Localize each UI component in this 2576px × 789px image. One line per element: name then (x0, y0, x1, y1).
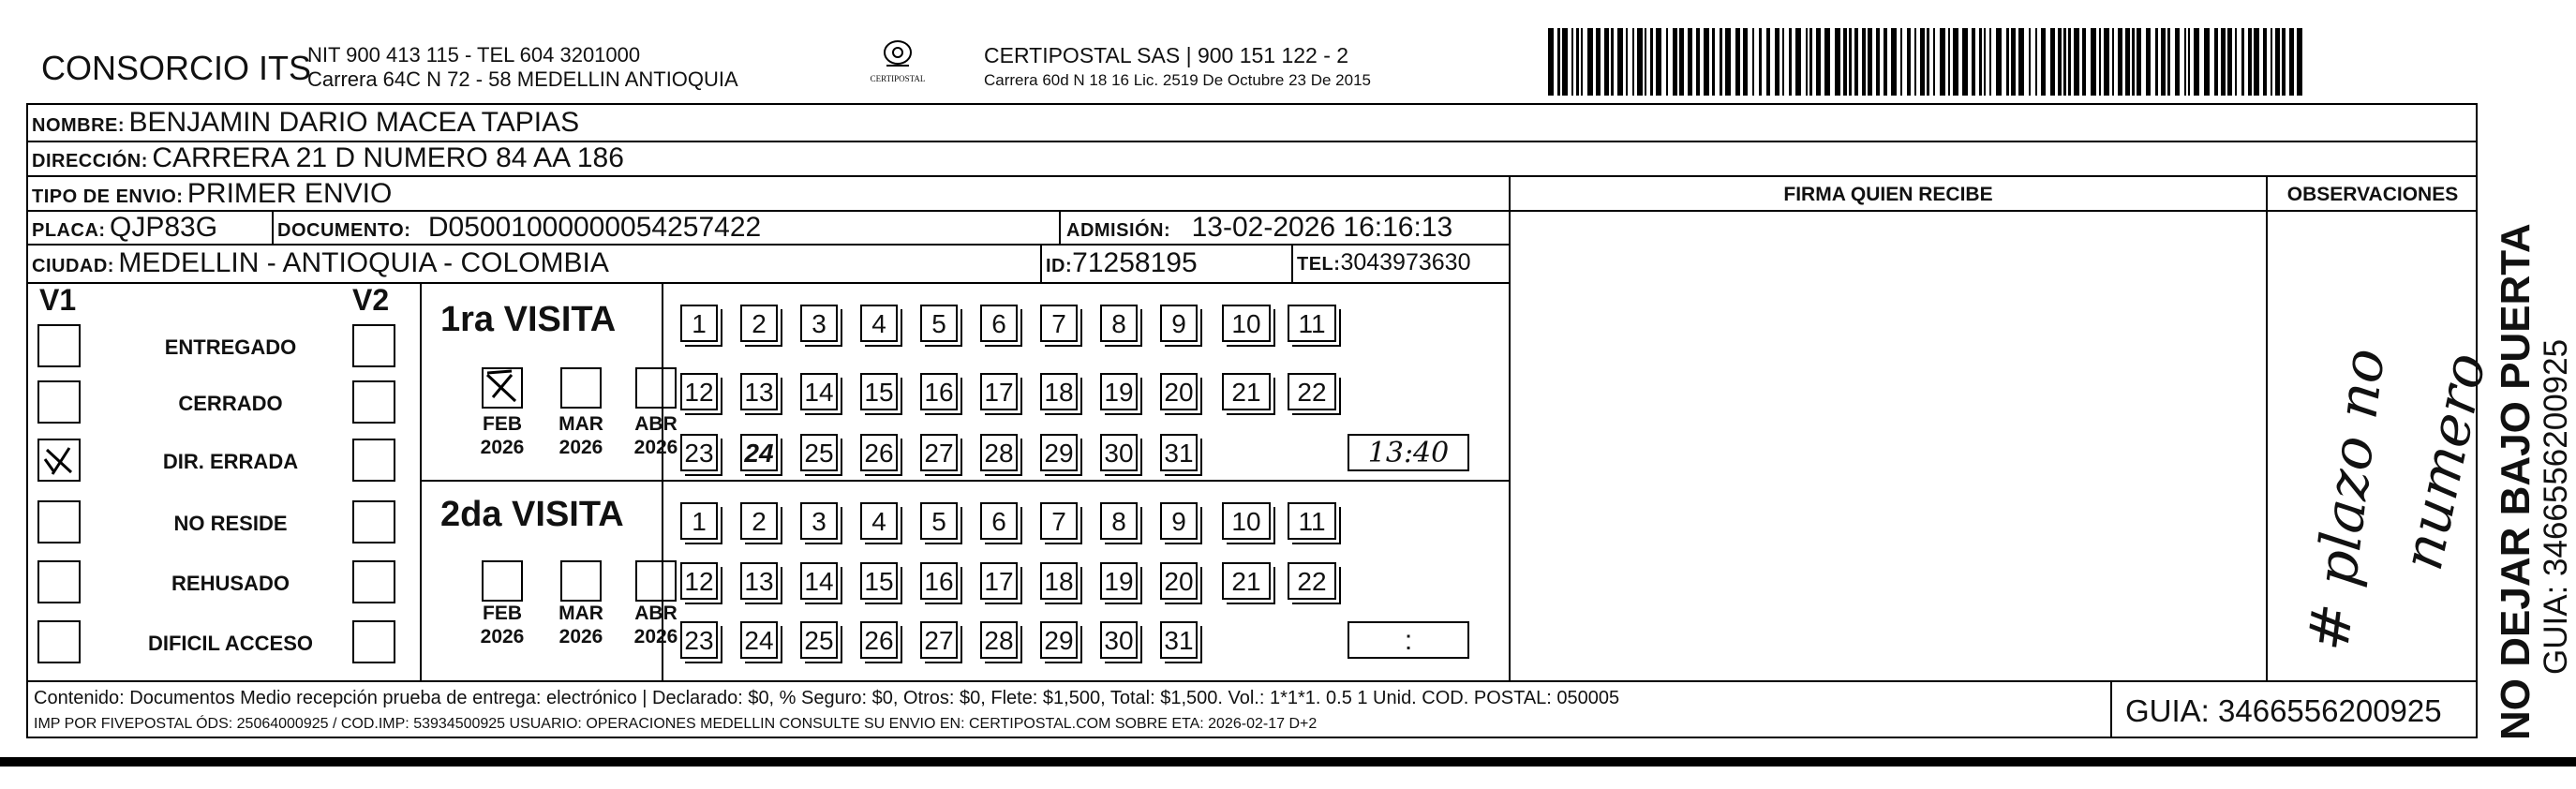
day-cell-second[interactable]: 19 (1100, 562, 1138, 600)
barcode-bar (1979, 28, 1982, 96)
barcode-bar (2167, 28, 2170, 96)
month-checkbox-mar[interactable] (560, 560, 602, 602)
barcode-bar (2006, 28, 2009, 96)
barcode-bar (2289, 28, 2294, 96)
day-cell-first[interactable]: 2 (740, 305, 778, 342)
barcode-bar (2146, 28, 2151, 96)
v1-label: V1 (39, 283, 77, 317)
day-cell-first[interactable]: 14 (800, 373, 838, 410)
month-name: MAR (558, 603, 603, 624)
barcode-bar (1720, 28, 1722, 96)
month-label (623, 602, 689, 648)
barcode-bar (1581, 28, 1583, 96)
month-name: ABR (634, 603, 678, 624)
day-cell-first[interactable]: 10 (1222, 305, 1271, 342)
barcode-bar (2282, 28, 2286, 96)
month-checkbox-feb[interactable] (482, 560, 523, 602)
day-cell-second[interactable]: 11 (1288, 502, 1336, 540)
v2-checkbox[interactable] (352, 324, 395, 367)
barcode-bar (1645, 28, 1646, 96)
month-year: 2026 (633, 437, 678, 458)
v2-checkbox[interactable] (352, 560, 395, 603)
month-year: 2026 (480, 437, 525, 458)
barcode-bar (2058, 28, 2062, 96)
barcode-bar (1626, 28, 1628, 96)
admision-row (1066, 212, 1452, 244)
barcode-bar (2029, 28, 2031, 96)
day-cell-second[interactable]: 21 (1222, 562, 1271, 600)
day-cell-first[interactable]: 31 (1160, 434, 1198, 471)
v1-checkbox[interactable] (37, 439, 81, 482)
barcode-bar (1920, 28, 1925, 96)
barcode-bar (2297, 28, 2302, 96)
second-visit-title: 2da VISITA (440, 495, 624, 534)
placa-row (32, 212, 217, 244)
barcode-bar (1884, 28, 1887, 96)
day-cell-second[interactable]: 4 (860, 502, 898, 540)
barcode-bar (2248, 28, 2252, 96)
barcode-bar (1725, 28, 1731, 96)
day-cell-second[interactable]: 31 (1160, 621, 1198, 659)
v2-label: V2 (352, 283, 390, 317)
day-cell-first[interactable]: 28 (980, 434, 1018, 471)
ciudad-value: MEDELLIN - ANTIOQUIA - COLOMBIA (118, 247, 609, 278)
day-cell-first[interactable]: 4 (860, 305, 898, 342)
direccion-value: CARRERA 21 D NUMERO 84 AA 186 (152, 142, 624, 173)
barcode-bar (2188, 28, 2190, 96)
month-label (548, 602, 614, 648)
barcode-bar (2263, 28, 2267, 96)
day-cell-first[interactable]: 25 (800, 434, 838, 471)
month-checkbox-abr[interactable] (635, 560, 677, 602)
day-cell-second[interactable]: 15 (860, 562, 898, 600)
month-name: ABR (634, 413, 678, 435)
barcode-bar (1679, 28, 1684, 96)
barcode-bar (1927, 28, 1929, 96)
barcode-bar (1843, 28, 1847, 96)
observaciones-header: OBSERVACIONES (2286, 184, 2459, 205)
observaciones-handwritten-1: # plazo no (2296, 345, 2398, 655)
day-cell-second[interactable]: 9 (1160, 502, 1198, 540)
placa-value: QJP83G (110, 212, 218, 243)
placa-label: PLACA: (32, 220, 106, 241)
barcode-bar (1696, 28, 1700, 96)
barcode-bar (2241, 28, 2244, 96)
v2-checkbox[interactable] (352, 620, 395, 663)
barcode-bar (1868, 28, 1872, 96)
company-address: Carrera 64C N 72 - 58 MEDELLIN ANTIOQUIA (307, 67, 738, 91)
barcode-bar (2104, 28, 2109, 96)
day-cell-second[interactable]: 3 (800, 502, 838, 540)
day-cell-first[interactable]: 12 (680, 373, 718, 410)
month-year: 2026 (480, 626, 525, 648)
nombre-value: BENJAMIN DARIO MACEA TAPIAS (128, 107, 580, 138)
tel-label: TEL: (1297, 254, 1341, 275)
month-label (469, 602, 535, 648)
certipostal-logo-icon (879, 37, 916, 69)
documento-row (277, 212, 761, 244)
v1-checkbox[interactable] (37, 560, 81, 603)
barcode-bar (1704, 28, 1709, 96)
barcode-bar (1972, 28, 1975, 96)
barcode-bar (1752, 28, 1754, 96)
day-cell-first[interactable]: 22 (1288, 373, 1336, 410)
id-value: 71258195 (1072, 247, 1198, 278)
day-cell-second[interactable]: 2 (740, 502, 778, 540)
day-cell-second[interactable]: 23 (680, 621, 718, 659)
observaciones-handwritten-2: numero (2390, 347, 2500, 576)
barcode-bar (2035, 28, 2037, 96)
tel-value: 3043973630 (1340, 249, 1471, 275)
v2-checkbox[interactable] (352, 439, 395, 482)
barcode-bar (1548, 28, 1554, 96)
check-mark-icon (39, 440, 79, 480)
barcode-bar (1604, 28, 1609, 96)
barcode-bar (2132, 28, 2135, 96)
barcode-bar (1816, 28, 1821, 96)
footer-guia: GUIA: 3466556200925 (2125, 693, 2442, 728)
barcode-bar (1766, 28, 1770, 96)
day-cell-second[interactable]: 12 (680, 562, 718, 600)
day-cell-first[interactable]: 15 (860, 373, 898, 410)
barcode-bar (1611, 28, 1614, 96)
day-cell-first[interactable]: 27 (920, 434, 958, 471)
barcode-bar (2194, 28, 2199, 96)
barcode-bar (2175, 28, 2180, 96)
month-label (469, 412, 535, 459)
certipostal-address: Carrera 60d N 18 16 Lic. 2519 De Octubre 23 De 2015 (984, 71, 1371, 89)
day-cell-second[interactable]: 20 (1160, 562, 1198, 600)
barcode-bar (2099, 28, 2101, 96)
day-cell-first[interactable]: 9 (1160, 305, 1198, 342)
barcode-bar (1914, 28, 1916, 96)
month-year: 2026 (633, 626, 678, 648)
day-cell-second[interactable]: 22 (1288, 562, 1336, 600)
barcode-bar (2091, 28, 2096, 96)
barcode-bar (2018, 28, 2024, 96)
barcode-bar (1940, 28, 1945, 96)
reason-label: ENTREGADO (164, 335, 297, 359)
month-year: 2026 (558, 626, 603, 648)
day-cell-second[interactable]: 10 (1222, 502, 1271, 540)
barcode-bar (2125, 28, 2130, 96)
day-cell-first[interactable]: 26 (860, 434, 898, 471)
ciudad-row (32, 247, 609, 279)
barcode-bar (2204, 28, 2210, 96)
barcode-bar (1571, 28, 1573, 96)
ciudad-label: CIUDAD: (32, 256, 114, 276)
check-mark-icon (484, 369, 521, 407)
barcode-bar (1759, 28, 1762, 96)
v2-checkbox[interactable] (352, 500, 395, 543)
barcode-bar (2271, 28, 2272, 96)
day-cell-first[interactable]: 13 (740, 373, 778, 410)
barcode-bar (1948, 28, 1950, 96)
barcode-bar (1656, 28, 1661, 96)
barcode-bar (2011, 28, 2016, 96)
documento-value: D05001000000054257422 (427, 212, 762, 243)
company-name: CONSORCIO ITS (41, 49, 312, 87)
day-cell-second[interactable]: 5 (920, 502, 958, 540)
admision-value: 13-02-2026 16:16:13 (1191, 212, 1453, 243)
day-cell-first[interactable]: 3 (800, 305, 838, 342)
reason-label: REHUSADO (171, 572, 290, 595)
month-checkbox-mar[interactable] (560, 367, 602, 409)
reason-label: CERRADO (178, 392, 283, 415)
id-label: ID: (1046, 256, 1073, 276)
day-cell-first[interactable]: 30 (1100, 434, 1138, 471)
company-nit: NIT 900 413 115 - TEL 604 3201000 (307, 43, 641, 67)
barcode-bar (1962, 28, 1968, 96)
day-cell-first[interactable]: 5 (920, 305, 958, 342)
reason-label: DIR. ERRADA (162, 450, 299, 473)
tel-row (1297, 249, 1470, 276)
barcode-bar (1891, 28, 1897, 96)
day-cell-first[interactable]: 8 (1100, 305, 1138, 342)
day-cell-first[interactable]: 24 (740, 434, 778, 471)
day-cell-first[interactable]: 20 (1160, 373, 1198, 410)
firma-header: FIRMA QUIEN RECIBE (1783, 184, 1993, 205)
barcode-bar (1854, 28, 1858, 96)
barcode-bar (1637, 28, 1643, 96)
tipo-value: PRIMER ENVIO (186, 178, 393, 209)
documento-label: DOCUMENTO: (277, 220, 411, 241)
barcode-bar (2161, 28, 2166, 96)
barcode-bar (1835, 28, 1840, 96)
day-cell-first[interactable]: 23 (680, 434, 718, 471)
barcode-bar (1862, 28, 1866, 96)
barcode-bar (1557, 28, 1560, 96)
side-guia: GUIA: 3466556200925 (2538, 338, 2574, 675)
day-cell-second[interactable]: 17 (980, 562, 1018, 600)
barcode-bar (2227, 28, 2232, 96)
barcode-bar (1666, 28, 1668, 96)
day-cell-first[interactable]: 1 (680, 305, 718, 342)
barcode-bar (2214, 28, 2218, 96)
barcode-bar (2082, 28, 2086, 96)
barcode-bar (1712, 28, 1715, 96)
day-cell-first[interactable]: 19 (1100, 373, 1138, 410)
v1-checkbox[interactable] (37, 324, 81, 367)
barcode-bar (2074, 28, 2079, 96)
month-label (548, 412, 614, 459)
barcode-bar (1587, 28, 1593, 96)
barcode-bar (1907, 28, 1911, 96)
barcode-bar (1596, 28, 1601, 96)
tipo-label: TIPO DE ENVIO: (32, 186, 184, 207)
barcode-bar (1617, 28, 1623, 96)
day-cell-first[interactable]: 7 (1040, 305, 1078, 342)
barcode-bar (2118, 28, 2122, 96)
certipostal-logo-text: CERTIPOSTAL (870, 74, 926, 83)
barcode-bar (1806, 28, 1808, 96)
barcode-bar (2137, 28, 2141, 96)
direccion-label: DIRECCIÓN: (32, 151, 148, 171)
barcode (1548, 28, 2307, 96)
day-cell-second[interactable]: 8 (1100, 502, 1138, 540)
reason-label: NO RESIDE (173, 512, 288, 535)
barcode-bar (2041, 28, 2046, 96)
barcode-bar (2068, 28, 2071, 96)
barcode-bar (2235, 28, 2237, 96)
day-cell-first[interactable]: 29 (1040, 434, 1078, 471)
barcode-bar (1824, 28, 1830, 96)
barcode-bar (1576, 28, 1579, 96)
day-cell-first[interactable]: 11 (1288, 305, 1336, 342)
barcode-bar (1782, 28, 1784, 96)
barcode-bar (1984, 28, 1986, 96)
visit-time-second[interactable]: : (1348, 621, 1469, 659)
barcode-bar (2155, 28, 2158, 96)
bottom-bar (0, 757, 2576, 767)
day-cell-first[interactable]: 21 (1222, 373, 1271, 410)
certipostal-logo (860, 37, 935, 94)
day-cell-second[interactable]: 30 (1100, 621, 1138, 659)
barcode-bar (1789, 28, 1792, 96)
visit-time-first[interactable]: 13:40 (1348, 434, 1469, 471)
day-cell-second[interactable]: 28 (980, 621, 1018, 659)
day-cell-second[interactable]: 7 (1040, 502, 1078, 540)
month-checkbox-feb[interactable] (482, 367, 523, 409)
day-cell-second[interactable]: 18 (1040, 562, 1078, 600)
v1-checkbox[interactable] (37, 500, 81, 543)
first-visit-title: 1ra VISITA (440, 300, 617, 339)
month-year: 2026 (558, 437, 603, 458)
barcode-bar (2221, 28, 2226, 96)
barcode-bar (1989, 28, 1991, 96)
side-warning: NO DEJAR BAJO PUERTA (2493, 223, 2539, 740)
month-label (623, 412, 689, 459)
barcode-bar (1953, 28, 1958, 96)
tipo-row (32, 178, 392, 210)
certipostal-line: CERTIPOSTAL SAS | 900 151 122 - 2 (984, 43, 1349, 67)
barcode-bar (2112, 28, 2114, 96)
day-cell-second[interactable]: 14 (800, 562, 838, 600)
month-name: FEB (483, 413, 522, 435)
footer-content: Contenido: Documentos Medio recepción prueba de entrega: electrónico | Declarado: $0, % Seguro: $0, Otros: $0, Flete: $1,500, Total: $1,500. Vol.: 1*1*1. 0.5 1 Unid. COD. POSTAL: 050005 (34, 688, 1620, 708)
day-cell-second[interactable]: 13 (740, 562, 778, 600)
v1-checkbox[interactable] (37, 620, 81, 663)
month-name: MAR (558, 413, 603, 435)
barcode-bar (1849, 28, 1852, 96)
barcode-bar (1650, 28, 1653, 96)
barcode-bar (2275, 28, 2280, 96)
month-name: FEB (483, 603, 522, 624)
barcode-bar (1632, 28, 1634, 96)
barcode-bar (2184, 28, 2186, 96)
v2-checkbox[interactable] (352, 380, 395, 424)
day-cell-second[interactable]: 26 (860, 621, 898, 659)
day-cell-second[interactable]: 16 (920, 562, 958, 600)
barcode-bar (2050, 28, 2055, 96)
day-cell-first[interactable]: 18 (1040, 373, 1078, 410)
reason-label: DIFICIL ACCESO (147, 632, 313, 655)
barcode-bar (1876, 28, 1880, 96)
nombre-label: NOMBRE: (32, 115, 126, 136)
barcode-bar (1996, 28, 2002, 96)
direccion-row (32, 142, 624, 174)
nombre-row (32, 107, 579, 139)
day-cell-first[interactable]: 16 (920, 373, 958, 410)
day-cell-second[interactable]: 29 (1040, 621, 1078, 659)
barcode-bar (1809, 28, 1812, 96)
v1-checkbox[interactable] (37, 380, 81, 424)
day-cell-second[interactable]: 6 (980, 502, 1018, 540)
barcode-bar (1933, 28, 1935, 96)
admision-label: ADMISIÓN: (1066, 220, 1171, 241)
day-cell-second[interactable]: 24 (740, 621, 778, 659)
day-cell-first[interactable]: 17 (980, 373, 1018, 410)
day-cell-second[interactable]: 27 (920, 621, 958, 659)
barcode-bar (1775, 28, 1779, 96)
barcode-bar (1735, 28, 1740, 96)
barcode-bar (1673, 28, 1677, 96)
day-cell-second[interactable]: 1 (680, 502, 718, 540)
barcode-bar (2063, 28, 2066, 96)
barcode-bar (1688, 28, 1692, 96)
day-cell-second[interactable]: 25 (800, 621, 838, 659)
barcode-bar (1795, 28, 1801, 96)
day-cell-first[interactable]: 6 (980, 305, 1018, 342)
month-checkbox-abr[interactable] (635, 367, 677, 409)
id-row (1046, 247, 1198, 279)
barcode-bar (1743, 28, 1748, 96)
barcode-bar (1562, 28, 1568, 96)
footer-imp: IMP POR FIVEPOSTAL ÓDS: 25064000925 / COD.IMP: 53934500925 USUARIO: OPERACIONES MEDELLIN CONSULTE SU ENVIO EN: CERTIPOSTAL.COM SOBRE ETA: 2026-02-17 D+2 (34, 716, 1318, 732)
barcode-bar (1900, 28, 1902, 96)
barcode-bar (2254, 28, 2259, 96)
